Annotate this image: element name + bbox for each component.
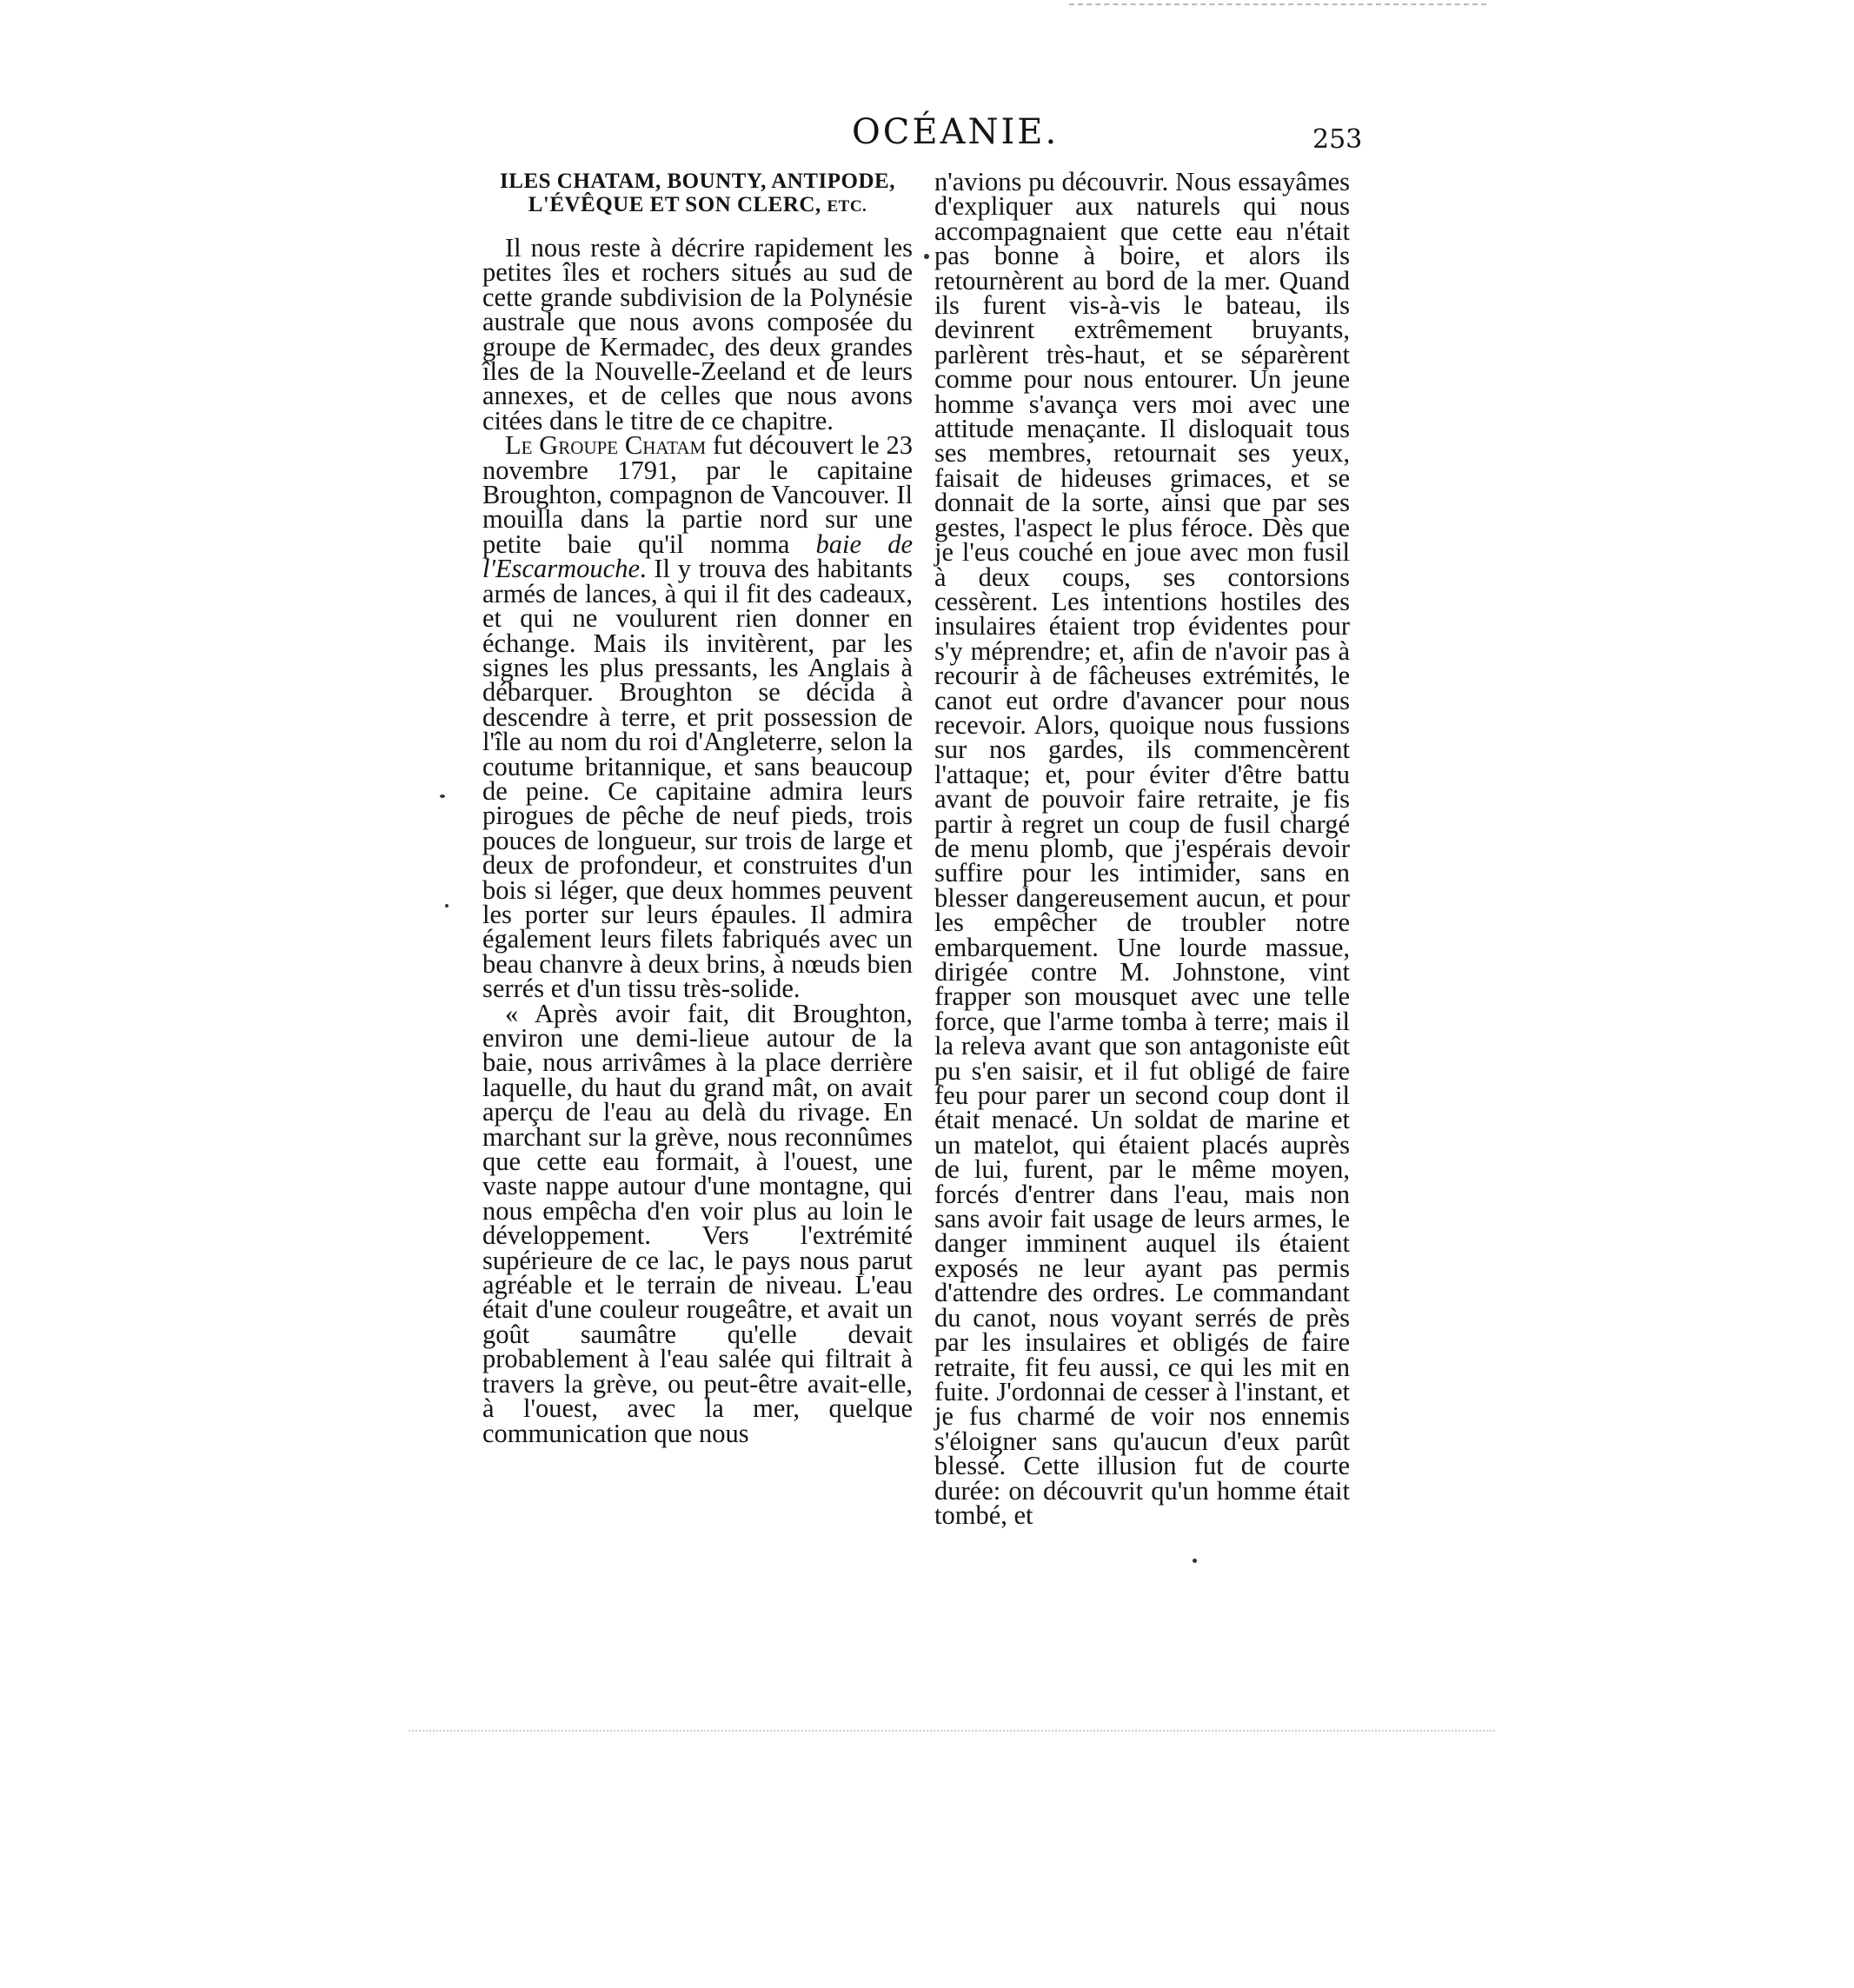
- paragraph-intro: Il nous reste à décrire rapidement les petites îles et rochers situés au sud de cette grande subdivision de la Polynésie australe que nous avons composée du groupe de Kermadec, des deux grandes îles de la Nouvelle-Zeeland et de leurs annexes, et de celles que nous avons citées dans le titre de ce chapitre.: [482, 233, 913, 435]
- paragraph-groupe-chatam-text-b: . Il y trouva des habitants armés de lances, à qui il fit des cadeaux, et qui ne voulurent rien donner en échange. Mais ils invitèrent, par les signes les plus pressants, les Anglais à débarquer. Broughton se décida à descendre à terre, et prit possession de l'île au nom du roi d'Angleterre, selon la coutume britannique, et sans beaucoup de peine. Ce capitaine admira leurs pirogues de pêche de neuf pieds, trois pouces de longueur, sur trois de large et deux de profondeur, et construites d'un bois si léger, que deux hommes peuvent les porter sur leurs épaules. Il admira également leurs filets fabriqués avec un beau chanvre à deux brins, à nœuds bien serrés et d'un tissu très-solide.: [482, 554, 913, 1004]
- section-heading: [482, 170, 913, 218]
- text-column-left: [482, 170, 913, 1446]
- scan-edge-mark-top: [1069, 3, 1486, 7]
- paragraph-broughton-quote-continued: n'avions pu découvrir. Nous essayâmes d'expliquer aux naturels qui nous accompagnaient que cette eau n'était pas bonne à boire, et alors ils retournèrent au bord de la mer. Quand ils furent vis-à-vis le bateau, ils devinrent extrêmement bruyants, parlèrent très-haut, et se séparèrent comme pour nous entourer. Un jeune homme s'avança vers moi avec une attitude menaçante. Il disloquait tous ses membres, retournait ses yeux, faisait de hideuses grimaces, et se donnait de la sorte, ainsi que par ses gestes, l'aspect le plus féroce. Dès que je l'eus couché en joue avec mon fusil à deux coups, ses contorsions cessèrent. Les intentions hostiles des insulaires étaient trop évidentes pour s'y méprendre; et, afin de n'avoir pas à recourir à de fâcheuses extrémités, le canot eut ordre d'avancer pour nous recevoir. Alors, quoique nous fussions sur nos gardes, ils commencèrent l'attaque; et, pour éviter d'être battu avant de pouvoir faire retraite, je fis partir à regret un coup de fusil chargé de menu plomb, que j'espérais devoir suffire pour les intimider, sans en blesser dangereusement aucun, et pour les empêcher de troubler notre embarquement. Une lourde massue, dirigée contre M. Johnstone, vint frapper son mousquet avec une telle force, que l'arme tomba à terre; mais il la releva avant que son antagoniste eût pu s'en saisir, et il fut obligé de faire feu pour parer un second coup dont il était menacé. Un soldat de marine et un matelot, qui étaient placés auprès de lui, furent, par le même moyen, forcés d'entrer dans l'eau, mais non sans avoir fait usage de leurs armes, le danger imminent auquel ils étaient exposés ne leur ayant pas permis d'attendre des ordres. Le commandant du canot, nous voyant serrés de près par les insulaires et obligés de faire retraite, fit feu aussi, ce qui les mit en fuite. J'ordonnai de cesser à l'instant, et je fus charmé de voir nos ennemis s'éloigner sans qu'aucun d'eux parût blessé. Cette illusion fut de courte durée: on découvrit qu'un homme était tombé, et: [934, 167, 1350, 1530]
- paragraph-groupe-chatam-text-a: fut découvert le 23 novembre 1791, par le capitaine Broughton, compagnon de Vancouver. Il mouilla dans la partie nord sur une petite baie qu'il nomma: [482, 430, 913, 559]
- running-head: OCÉANIE.: [852, 112, 1060, 152]
- baie-escarmouche-italic: baie de l'Escarmouche: [482, 529, 913, 584]
- groupe-chatam-smallcaps: Le Groupe Chatam: [505, 430, 707, 461]
- section-heading-line-1: ILES CHATAM, BOUNTY, ANTIPODE,: [500, 170, 895, 193]
- paragraph-broughton-quote: « Après avoir fait, dit Broughton, environ une demi-lieue autour de la baie, nous arrivâmes à la place derrière laquelle, du haut du grand mât, on avait aperçu de l'eau au delà du rivage. En marchant sur la grève, nous reconnûmes que cette eau formait, à l'ouest, une vaste nappe autour d'une montagne, qui nous empêcha d'en voir plus au loin le développement. Vers l'extrémité supérieure de ce lac, le pays nous parut agréable et le terrain de niveau. L'eau était d'une couleur rougeâtre, et avait un goût saumâtre qu'elle devait probablement à l'eau salée qui filtrait à travers la grève, ou peut-être avait-elle, à l'ouest, avec la mer, quelque communication que nous: [482, 998, 913, 1448]
- text-column-right: [934, 167, 1350, 1530]
- scan-speck: [924, 254, 929, 259]
- section-heading-etc: ETC.: [827, 197, 867, 216]
- section-heading-line-2: [482, 193, 913, 218]
- scan-speck: [1193, 1559, 1197, 1563]
- scan-speck: [445, 904, 449, 908]
- page-number: 253: [1312, 124, 1363, 155]
- scan-edge-mark-bottom: [409, 1730, 1495, 1733]
- section-heading-line-2-text: L'ÉVÊQUE ET SON CLERC,: [528, 193, 821, 216]
- paragraph-groupe-chatam: [482, 430, 913, 1004]
- scan-speck: [440, 795, 445, 798]
